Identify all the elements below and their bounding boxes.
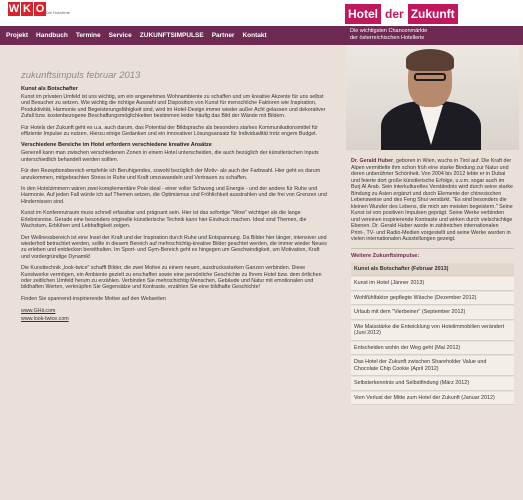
main-navigation — [0, 26, 523, 45]
website-links — [21, 307, 327, 323]
impulse-item[interactable]: Vom Verlust der Mitte zum Hotel der Zukunft (Januar 2012) — [351, 392, 514, 406]
article-title: Kunst als Botschafter — [21, 86, 78, 92]
impulse-item[interactable]: Entscheiden wohin der Weg geht (Mai 2012) — [351, 342, 514, 356]
logo-letter-k: K — [21, 2, 33, 16]
bio-text: , geboren in Wien, wuchs in Tirol auf. Die Kraft der Alpen vermittelte ihm schon früh eine starke Bindung zur Natur und deren unberührter Schönheit. Von 2004 bis 2012 lebte er in Dubai und feierte dort große künstlerische Erfolge, u.v.m. sogar auch im Burj Al Arab. Sein interkulturelles Verständnis wird durch seine starke Bindung zu Asien ergänzt und durch Elemente der chinesischen Lebensweise und des Feng Shui verstärkt. "Es sind besonders die kleinen Wunder des Lebens, die mich am meisten begeistern." Seine Kunst ist von positiven Impulsen geprägt. Seine Werke verbinden und vereinen inspirierende Kontraste und wirken durch vielschichtige Ebenen. Dr. Gerald Huber wurde in zahlreichen internationalen Print-, TV- und Radio-Medien vorgestellt und seine Werke wurden in vielen internationalen Ausstellungen gezeigt. — [351, 158, 513, 242]
nav-termine[interactable]: Termine — [75, 32, 101, 39]
link-ghii[interactable]: www.GHii.com — [21, 308, 56, 315]
tagline-line-1: Die wichtigsten Chancenmärkte — [350, 28, 428, 34]
impulse-item[interactable]: Urlaub mit dem "Vierbeiner" (September 2012) — [351, 306, 514, 320]
impulse-item[interactable]: Wohlfühlfaktor gepflegte Wäsche (Dezember 2012) — [351, 292, 514, 306]
article-paragraph: Generell kann man zwischen verschiedenen Zonen in einem Hotel unterscheiden, die auch bezüglich der künstlerischen Inputs unterschiedlich behandelt werden sollten. — [21, 150, 319, 163]
impulse-item[interactable]: Selbsterkenntnis und Selbstfindung (März 2012) — [351, 377, 514, 391]
logo-letter-w: W — [8, 3, 20, 15]
article-paragraph: Kunst im privaten Umfeld ist uns wichtig, um ein angenehmes Wohnambiente zu schaffen und um kreative Akzente für uns selbst und Besucher zu setzen. Wie wichtig die richtige Auswahl und Disposition von Kunst für menschliche Faktoren wie Inspiration, Produktivität, Harmonie und Begeisterungsfähigkeit sind, wird im Hotel-Design immer wieder außer Acht gelassen und dekorativer Zufall bzw. kostenbezogene Beschaffungsmöglichkeiten bestimmen leider häufig das Bild der Wände mit Bildern. — [21, 94, 326, 120]
logo-letter-o: O — [35, 3, 45, 15]
nav-projekt[interactable]: Projekt — [6, 32, 29, 39]
brand-part-zukunft: Zukunft — [408, 4, 458, 24]
artist-bio — [346, 150, 519, 243]
article-paragraph: Der Wellnessbereich ist eine Insel der Kraft und der Inspiration durch Ruhe und Entspannung. Da Bilder hier länger, intensiver und wiederholt betrachtet werden, sollte in diesem Bereich auf mehrschichtig-kreative Bilder geachtet werden, die immer wieder Neues zu erleben und entdecken bereithalten. Im Sport- und Gym-Bereich geht es hingegen um Geschwindigkeit, um Motivation, Kraft und vordergründige Dynamik! — [21, 234, 327, 260]
nav-handbuch[interactable]: Handbuch — [36, 32, 68, 39]
impulse-item-current[interactable]: Kunst als Botschafter (Februar 2013) — [351, 263, 514, 277]
logo-subtitle: Die Hotellerie — [46, 10, 71, 15]
portrait-glasses — [414, 73, 446, 81]
article-content — [7, 45, 341, 500]
nav-service[interactable]: Service — [108, 32, 132, 39]
impulse-item[interactable]: Wie Maisstärke die Entwicklung von Hotelimmobilien verändert (Juni 2012) — [351, 321, 514, 341]
tagline-line-2: der österreichischen Hotellerie — [350, 35, 425, 41]
nav-zukunftsimpulse[interactable]: ZUKUNFTSIMPULSE — [139, 32, 204, 39]
site-header — [0, 0, 523, 26]
nav-partner[interactable]: Partner — [211, 32, 235, 39]
nav-kontakt[interactable]: Kontakt — [242, 32, 267, 39]
link-look-twice[interactable]: www.look-twice.com — [21, 316, 69, 323]
sidebar — [346, 45, 519, 500]
brand-part-der: der — [384, 4, 405, 24]
site-tagline — [350, 28, 427, 42]
article-subtitle: Verschiedene Bereiche im Hotel erfordern verschiedene kreative Ansätze — [21, 142, 212, 149]
article-paragraph: Die Kunsttechnik „look-twice" schafft Bilder, die zwei Motive zu einem neuen, ausdrucksstarken Ganzen verbinden. Diese Kunstwerke vermögen, ein Ambiente gezielt zu erschaffen sowie eine persönliche Geschichte zu Ihrem Hotel bzw. dem örtlichen oder zeitlichen Umfeld herum zu erzählen. Verbinden Sie mehrschichtig Menschen, Gebäude und Natur mit emotionalen und bildhaften Werten, verknüpfen Sie Gegensätze und Kontraste, erzählen Sie eine bildhafte Geschichte! — [21, 265, 322, 291]
more-impulses-title: Weitere Zukunftsimpulse: — [351, 252, 420, 259]
article-date-heading: zukunftsimpuls februar 2013 — [21, 70, 141, 81]
wko-logo[interactable] — [8, 2, 46, 16]
impulse-item[interactable]: Das Hotel der Zukunft zwischen Shareholder Value und Chocolate Chip Cookie (April 2012) — [351, 356, 514, 376]
main-area — [0, 45, 523, 500]
article-paragraph: Für den Rezeptionsbereich empfehle ich Beruhigendes, sowohl bezüglich der Motiv- als auch der Farbwahl. Hier geht es darum anzukommen, mitgebrachten Stress in Ruhe und Kraft umzuwandeln und Vertrauen zu schaffen. — [21, 168, 321, 181]
article-paragraph: Kunst im Konferenzraum muss schnell erfassbar und prägnant sein. Hier ist das sofortige "Wow" wichtiger als die lange Erlebnisreise. Gerade eine besonders originelle künstlerische Technik kann hier Eindruck machen. Ideal sind Themen, die Wachstum, Erblühen und Lebhaftigkeit zeigen. — [21, 210, 307, 230]
brand-part-hotel: Hotel — [345, 4, 381, 24]
artist-name: Dr. Gerald Huber — [351, 158, 394, 164]
article-paragraph: In den Hotelzimmern wären zwei komplementäre Pole ideal - einer voller Schwung und Energie - und der andere für Ruhe und Harmonie. Auf jeden Fall würde ich auf Themen setzen, die Optimismus und Fröhlichkeit ausstrahlen und die frei von Grenzen und Hindernissen sind. — [21, 186, 327, 205]
hotel-der-zukunft-logo[interactable] — [345, 4, 458, 24]
artist-portrait — [346, 45, 519, 150]
impulse-item[interactable]: Kunst im Hotel (Jänner 2013) — [351, 277, 514, 291]
article-paragraph: Finden Sie spannend-inspirierende Motive auf den Webseiten — [21, 295, 166, 302]
portrait-hair — [406, 49, 454, 71]
article-paragraph: Für Hotels der Zukunft geht es u.a. auch darum, das Potential der Bildsprache als besonders starkes Kommunikationsmittel für effiziente Impulse zu nutzen. Hierzu einige Gedanken und ein innovativer Lösungsansatz für Individualität trotz engem Budget. — [21, 124, 319, 138]
